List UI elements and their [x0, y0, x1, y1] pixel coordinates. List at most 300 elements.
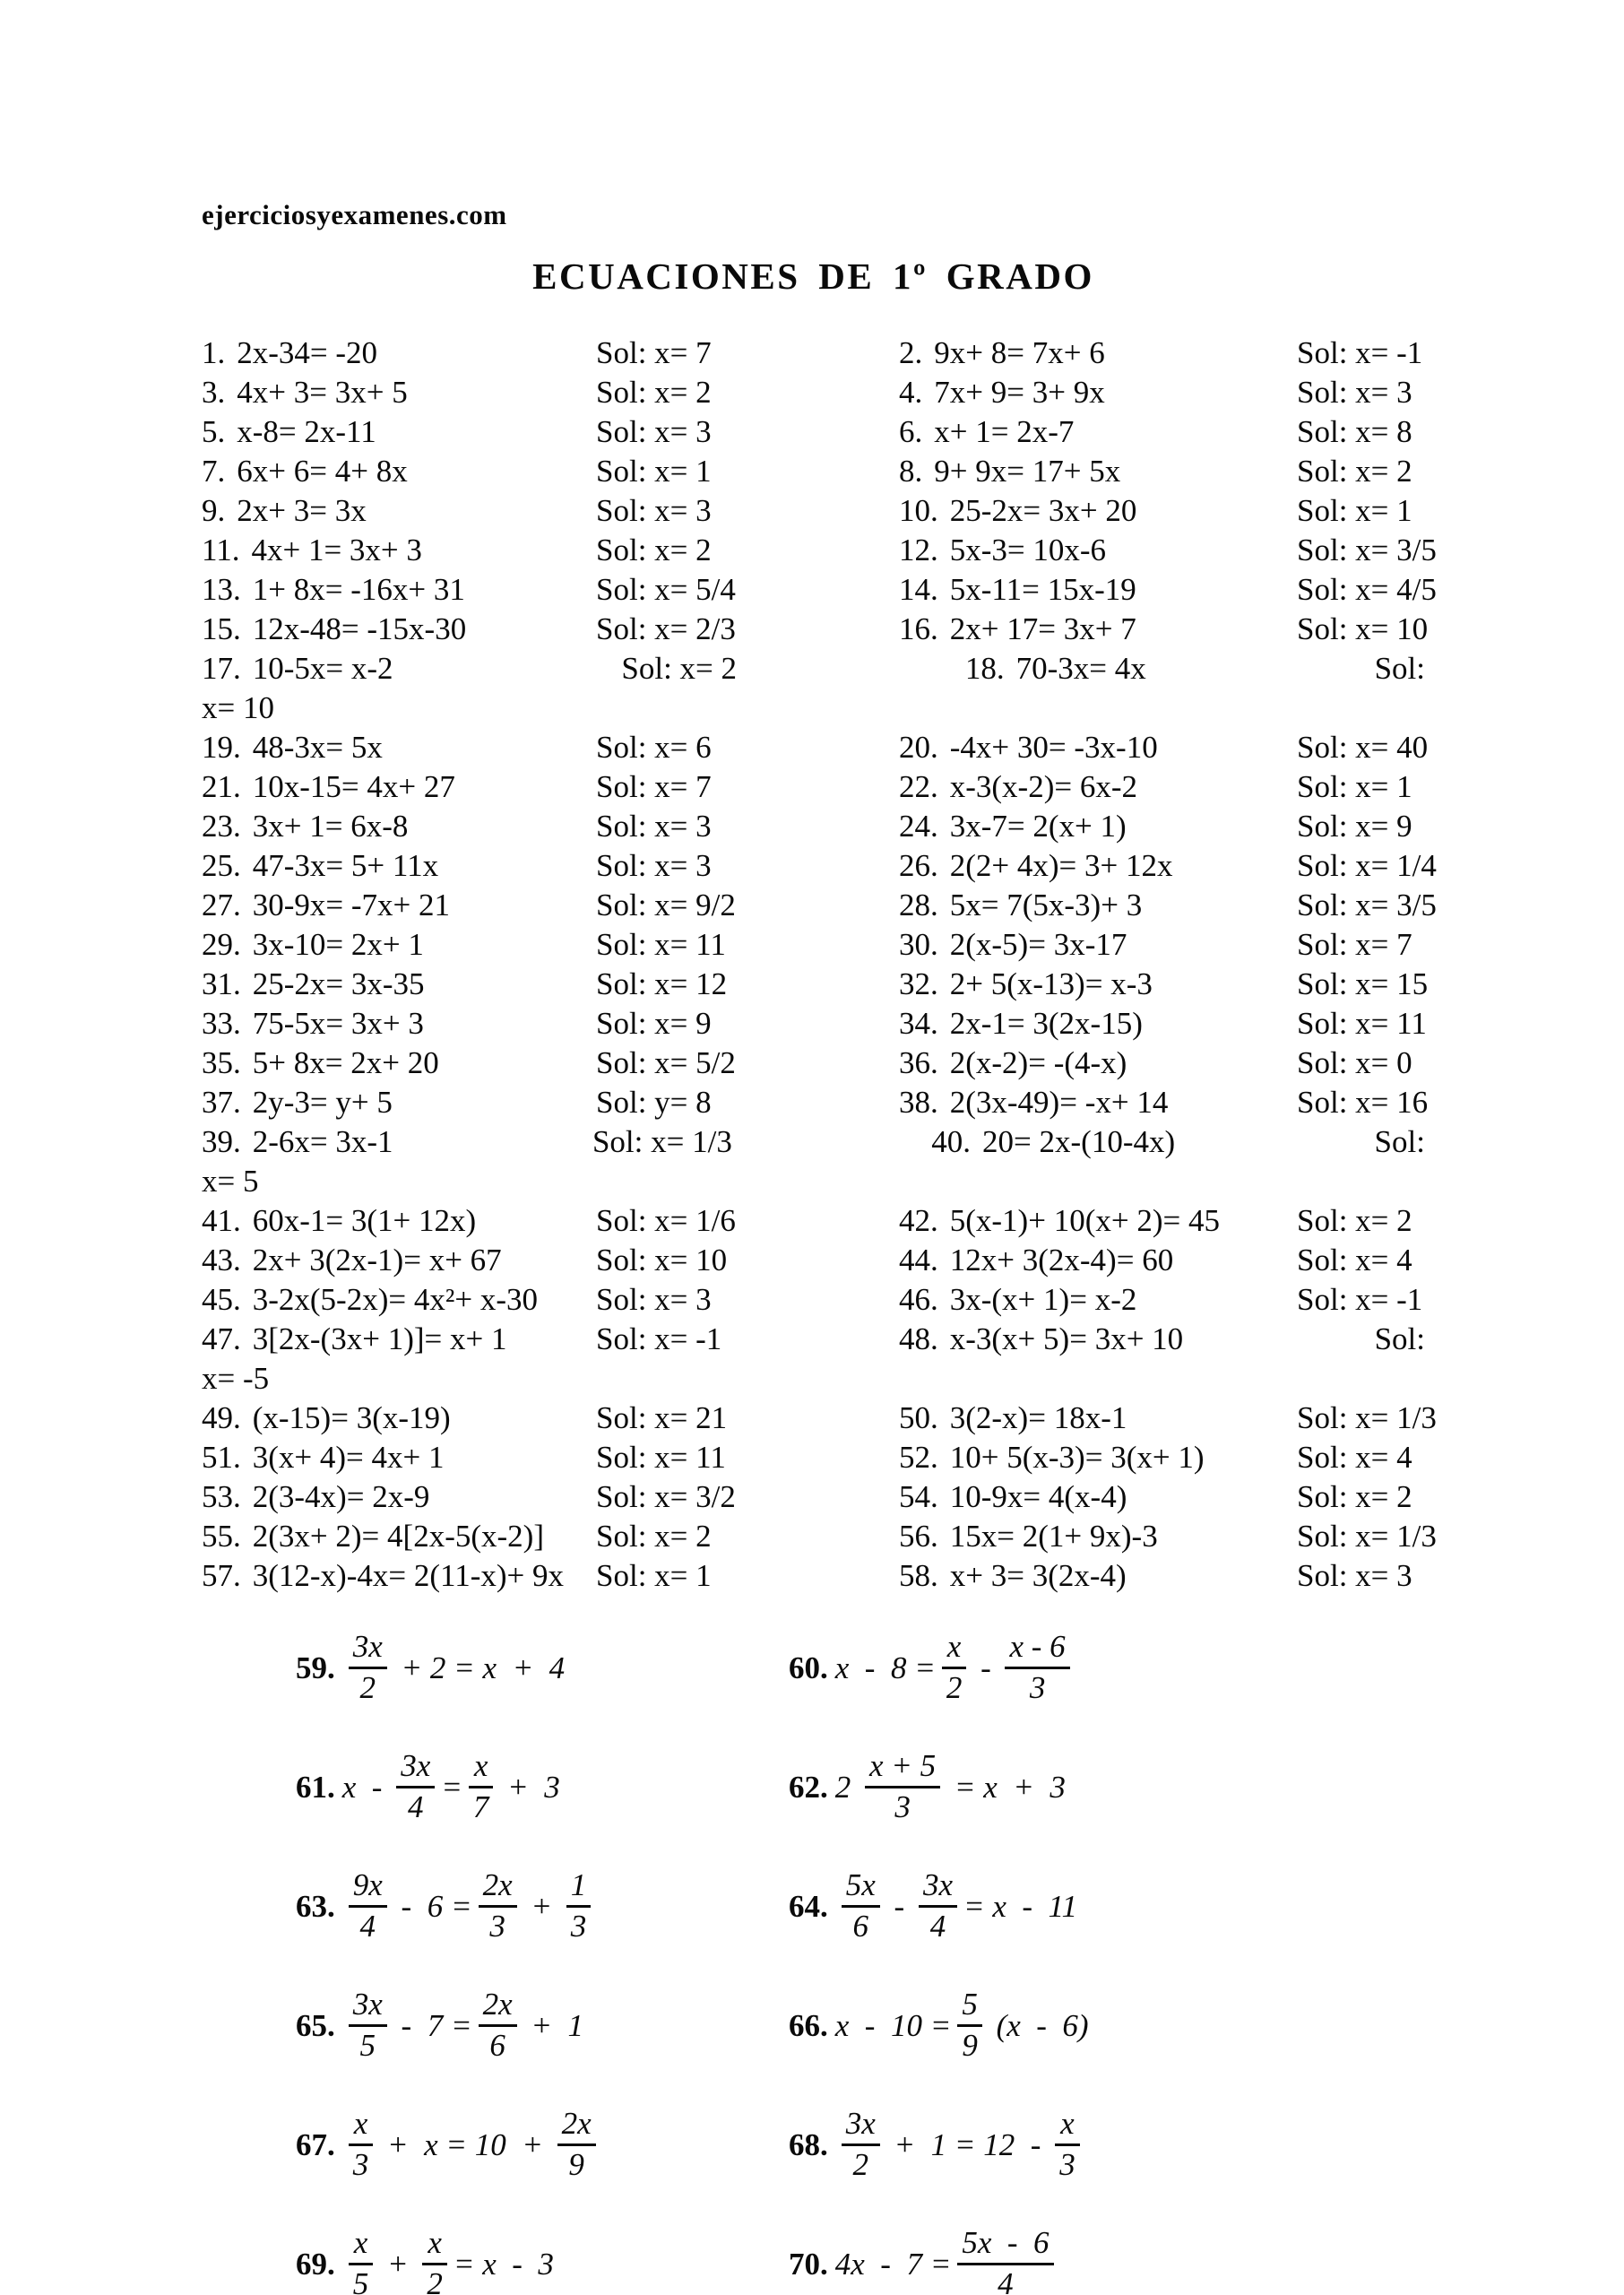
- exercise-solution: Sol: x= 4: [1297, 1440, 1412, 1475]
- fraction-denominator: 5: [349, 2263, 374, 2295]
- fraction-denominator: 3: [865, 1786, 940, 1824]
- exercise-equation: 25-2x= 3x-35: [252, 966, 425, 1001]
- exercise-equation: 2(x-5)= 3x-17: [949, 927, 1127, 962]
- exercise-solution: Sol: x= 8: [1297, 414, 1412, 449]
- fraction-exercise-row: [202, 1966, 1425, 2085]
- exercise-number: 51.: [202, 1440, 241, 1475]
- exercise-equation-cell: [202, 1044, 596, 1083]
- exercise-equation-cell: [931, 1122, 1175, 1162]
- exercise-solution: Sol: x= 1: [1297, 493, 1412, 528]
- exercise-equation-cell: [899, 1083, 1297, 1122]
- fraction: [865, 1750, 940, 1824]
- exercise-equation-cell: [899, 491, 1297, 531]
- fraction-numerator: 5: [962, 1987, 978, 2022]
- exercise-equation: 1+ 8x= -16x+ 31: [252, 572, 465, 607]
- exercise-number: 56.: [899, 1519, 938, 1554]
- exercise-equation: 3[2x-(3x+ 1)]= x+ 1: [252, 1321, 507, 1356]
- exercise-solution: Sol: x= 3: [1297, 375, 1412, 410]
- exercise-equation-cell: [202, 1320, 596, 1359]
- exercise-number: 48.: [899, 1321, 938, 1356]
- exercise-equation-cell: [899, 965, 1297, 1004]
- fraction: [957, 1988, 982, 2063]
- exercise-solution: Sol: x= 7: [596, 335, 712, 370]
- exercise-number: 33.: [202, 1006, 241, 1041]
- exercise-number: 47.: [202, 1321, 241, 1356]
- exercise-equation: 2(2+ 4x)= 3+ 12x: [949, 848, 1173, 883]
- exercise-equation-cell: [899, 1320, 1297, 1359]
- exercise-number: 38.: [899, 1085, 938, 1120]
- exercise-equation: 3x-(x+ 1)= x-2: [949, 1282, 1137, 1317]
- equation-text: 2: [834, 1769, 859, 1805]
- fraction-denominator: 5: [349, 2024, 387, 2063]
- exercise-equation: 5x-3= 10x-6: [949, 533, 1107, 567]
- exercise-equation: 20= 2x-(10-4x): [982, 1124, 1176, 1159]
- exercise-number: 40.: [931, 1124, 972, 1159]
- exercise-equation: 4x+ 3= 3x+ 5: [237, 375, 408, 410]
- fraction: [349, 2108, 374, 2182]
- exercise-equation: 75-5x= 3x+ 3: [252, 1006, 424, 1041]
- exercise-equation-cell: [202, 1438, 596, 1477]
- fraction: [1005, 1631, 1069, 1705]
- fraction: [479, 1988, 517, 2063]
- exercise-number: 5.: [202, 414, 226, 449]
- exercise-row: [202, 1280, 1425, 1320]
- exercise-number: 4.: [899, 375, 923, 410]
- exercise-solution: Sol: x= 2/3: [596, 611, 736, 646]
- exercise-equation: 15x= 2(1+ 9x)-3: [949, 1519, 1158, 1554]
- fraction-exercise-row: [202, 2085, 1425, 2204]
- exercise-solution: Sol: x= 3/5: [1297, 888, 1437, 922]
- exercise-solution: Sol: x= 12: [596, 966, 728, 1001]
- exercise-solution: Sol: x= 2: [596, 1519, 712, 1554]
- exercise-equation: 25-2x= 3x+ 20: [949, 493, 1137, 528]
- exercise-solution: Sol: x= 7: [1297, 927, 1412, 962]
- equation-text: x - 8 =: [834, 1650, 936, 1685]
- exercise-equation: 5x-11= 15x-19: [949, 572, 1136, 607]
- exercise-solution: Sol: x= 40: [1297, 730, 1429, 765]
- fraction: [479, 1869, 517, 1944]
- fraction: [349, 2227, 374, 2295]
- equation-text: -: [885, 1888, 912, 1924]
- equation-text: 4x - 7 =: [834, 2246, 952, 2282]
- fraction-numerator: 3x: [352, 1987, 383, 2022]
- exercise-number: 15.: [202, 611, 241, 646]
- fraction: [422, 2227, 447, 2295]
- exercise-row: [202, 1517, 1437, 1556]
- exercise-solution: Sol: x= 1/6: [596, 1203, 736, 1238]
- exercise-equation: 3x-7= 2(x+ 1): [949, 809, 1127, 844]
- fraction-exercise: [789, 2108, 1425, 2182]
- exercise-equation: 2+ 5(x-13)= x-3: [949, 966, 1153, 1001]
- exercise-solution: Sol: x= 2: [1297, 454, 1412, 489]
- exercise-equation-cell: [899, 1201, 1297, 1241]
- exercise-equation: 10-5x= x-2: [252, 651, 393, 686]
- fraction-denominator: 9: [557, 2143, 596, 2182]
- exercise-solution: Sol: x= 1/3: [1297, 1519, 1437, 1554]
- equation-text: +: [379, 2246, 417, 2282]
- exercise-row: [202, 452, 1425, 491]
- equation-text: -: [972, 1650, 999, 1685]
- fraction-exercise-row: [202, 2204, 1425, 2295]
- exercise-equation: 3(12-x)-4x= 2(11-x)+ 9x: [252, 1558, 565, 1593]
- exercise-equation-cell: [899, 1004, 1297, 1044]
- exercise-equation-cell: [202, 1280, 596, 1320]
- exercise-equation: 3(x+ 4)= 4x+ 1: [252, 1440, 445, 1475]
- exercise-solution: Sol: x= 4/5: [1297, 572, 1437, 607]
- exercise-equation: 9+ 9x= 17+ 5x: [934, 454, 1121, 489]
- exercise-number: 49.: [202, 1400, 241, 1435]
- exercise-equation-cell: [202, 1556, 596, 1596]
- exercise-solution: Sol: x= 3/2: [596, 1479, 736, 1514]
- exercise-equation: 2x-34= -20: [237, 335, 378, 370]
- exercise-equation: 10x-15= 4x+ 27: [252, 769, 455, 804]
- exercise-number: 23.: [202, 809, 241, 844]
- exercise-solution: Sol: x= 1: [596, 454, 712, 489]
- fraction-exercise-list: [202, 1608, 1425, 2295]
- exercise-equation-cell: [202, 886, 596, 925]
- fraction: [942, 1631, 967, 1705]
- exercise-equation: 12x-48= -15x-30: [252, 611, 467, 646]
- exercise-equation-cell: [202, 807, 596, 846]
- exercise-number: 22.: [899, 769, 938, 804]
- exercise-solution: Sol: x= 3: [596, 848, 712, 883]
- equation-text: + 1 = 12 -: [885, 2126, 1050, 2162]
- fraction-numerator: 1: [570, 1867, 587, 1903]
- exercise-equation-cell: [202, 333, 596, 373]
- exercise-equation-cell: [899, 1477, 1297, 1517]
- exercise-row: [202, 649, 1425, 688]
- exercise-equation: x+ 1= 2x-7: [934, 414, 1075, 449]
- exercise-number: 35.: [202, 1045, 241, 1080]
- fraction-numerator: x: [946, 1629, 962, 1665]
- exercise-solution: Sol:: [1374, 1124, 1425, 1159]
- exercise-number: 68.: [789, 2126, 828, 2162]
- exercise-number: 37.: [202, 1085, 241, 1120]
- exercise-equation-cell: [202, 1517, 596, 1556]
- exercise-equation: 9x+ 8= 7x+ 6: [934, 335, 1105, 370]
- exercise-solution: Sol: x= 3: [596, 414, 712, 449]
- exercise-equation-cell: [202, 452, 596, 491]
- exercise-solution: Sol: x= 3: [596, 493, 712, 528]
- exercise-equation-cell: [202, 531, 596, 570]
- exercise-row: [202, 846, 1437, 886]
- exercise-solution: Sol: x= 9/2: [596, 888, 736, 922]
- exercise-equation-cell: [899, 767, 1297, 807]
- fraction-exercise-row: [202, 1847, 1425, 1966]
- exercise-number: 59.: [296, 1650, 335, 1685]
- exercise-solution: Sol: x= 11: [596, 927, 726, 962]
- exercise-number: 26.: [899, 848, 938, 883]
- exercise-number: 53.: [202, 1479, 241, 1514]
- fraction-exercise: [296, 2227, 789, 2295]
- exercise-solution: Sol: x= -1: [1297, 1282, 1423, 1317]
- fraction-exercise: [789, 2227, 1425, 2295]
- exercise-row: [202, 333, 1425, 373]
- exercise-row: [202, 570, 1437, 610]
- exercise-equation: 4x+ 1= 3x+ 3: [251, 533, 422, 567]
- site-header: ejerciciosyexamenes.com: [202, 199, 507, 230]
- exercise-equation: 2(3x+ 2)= 4[2x-5(x-2)]: [252, 1519, 544, 1554]
- exercise-equation-cell: [202, 767, 596, 807]
- exercise-row: [202, 610, 1429, 649]
- exercise-equation-cell: [202, 1201, 596, 1241]
- exercise-solution: Sol: x= -1: [596, 1321, 722, 1356]
- exercise-row: [202, 767, 1425, 807]
- fraction-denominator: 6: [842, 1905, 880, 1944]
- exercise-number: 8.: [899, 454, 923, 489]
- equation-text: x -: [341, 1769, 391, 1805]
- exercise-equation: 10+ 5(x-3)= 3(x+ 1): [949, 1440, 1205, 1475]
- exercise-solution: Sol: x= 1/3: [592, 1124, 732, 1159]
- exercise-equation-cell: [899, 925, 1297, 965]
- exercise-solution: Sol: x= 16: [1297, 1085, 1429, 1120]
- exercise-number: 12.: [899, 533, 938, 567]
- exercise-number: 21.: [202, 769, 241, 804]
- fraction-numerator: x + 5: [869, 1748, 937, 1784]
- exercise-row: [202, 1241, 1425, 1280]
- equation-text: + x = 10 +: [379, 2126, 551, 2162]
- fraction: [557, 2108, 596, 2182]
- exercise-row: [202, 925, 1425, 965]
- exercise-solution: Sol: x= 21: [596, 1400, 728, 1435]
- exercise-number: 16.: [899, 611, 938, 646]
- fraction-exercise: [789, 1988, 1425, 2063]
- exercise-solution: Sol: x= 7: [596, 769, 712, 804]
- exercise-equation-cell: [202, 1122, 393, 1162]
- exercise-solution: Sol: x= 6: [596, 730, 712, 765]
- exercise-number: 14.: [899, 572, 938, 607]
- fraction-denominator: 2: [349, 1667, 387, 1705]
- exercise-equation-cell: [202, 610, 596, 649]
- exercise-number: 52.: [899, 1440, 938, 1475]
- exercise-solution: Sol: x= 5/4: [596, 572, 736, 607]
- fraction: [1055, 2108, 1080, 2182]
- page-title: ECUACIONES DE 1º GRADO: [532, 255, 1094, 297]
- exercise-number: 61.: [296, 1769, 335, 1805]
- exercise-number: 11.: [202, 533, 240, 567]
- exercise-equation-cell: [899, 1044, 1297, 1083]
- fraction-denominator: 4: [349, 1905, 387, 1944]
- exercise-equation: 48-3x= 5x: [252, 730, 383, 765]
- exercise-number: 50.: [899, 1400, 938, 1435]
- fraction-denominator: 4: [396, 1786, 435, 1824]
- exercise-number: 63.: [296, 1888, 335, 1924]
- exercise-number: 42.: [899, 1203, 938, 1238]
- exercise-solution: Sol: x= 9: [1297, 809, 1412, 844]
- exercise-equation-cell: [202, 1241, 596, 1280]
- exercise-equation-cell: [899, 1399, 1297, 1438]
- exercise-solution: Sol: x= -1: [1297, 335, 1423, 370]
- fraction: [842, 1869, 880, 1944]
- exercise-number: 39.: [202, 1124, 241, 1159]
- fraction-denominator: 4: [957, 2263, 1053, 2295]
- fraction-denominator: 3: [479, 1905, 517, 1944]
- exercise-number: 10.: [899, 493, 938, 528]
- fraction-numerator: 5x: [845, 1867, 876, 1903]
- fraction: [957, 2227, 1053, 2295]
- exercise-equation: x+ 3= 3(2x-4): [949, 1558, 1127, 1593]
- exercise-list: [202, 333, 1437, 1596]
- exercise-number: 62.: [789, 1769, 828, 1805]
- exercise-equation-cell: [202, 649, 393, 688]
- fraction-numerator: x: [353, 2225, 368, 2261]
- exercise-solution: Sol: x= 5/2: [596, 1045, 736, 1080]
- exercise-equation: 10-9x= 4(x-4): [949, 1479, 1127, 1514]
- exercise-row: [202, 1201, 1425, 1241]
- equation-text: x - 10 =: [834, 2007, 952, 2043]
- exercise-solution: Sol:: [1374, 1321, 1425, 1356]
- exercise-number: 54.: [899, 1479, 938, 1514]
- fraction-numerator: x: [473, 1748, 488, 1784]
- fraction: [349, 1631, 387, 1705]
- exercise-solution: Sol: x= 3: [596, 809, 712, 844]
- exercise-equation-cell: [899, 570, 1297, 610]
- exercise-equation-cell: [202, 412, 596, 452]
- exercise-solution: Sol: x= 10: [596, 1243, 728, 1277]
- exercise-equation-cell: [202, 846, 596, 886]
- exercise-solution: Sol: x= 1: [1297, 769, 1412, 804]
- exercise-row: [202, 728, 1429, 767]
- equation-text: (x - 6): [988, 2007, 1089, 2043]
- exercise-number: 24.: [899, 809, 938, 844]
- fraction-denominator: 3: [566, 1905, 592, 1944]
- exercise-equation-cell: [202, 491, 596, 531]
- exercise-number: 65.: [296, 2007, 335, 2043]
- exercise-equation: 3-2x(5-2x)= 4x²+ x-30: [252, 1282, 538, 1317]
- exercise-number: 70.: [789, 2246, 828, 2282]
- exercise-equation-cell: [202, 1004, 596, 1044]
- exercise-number: 6.: [899, 414, 923, 449]
- exercise-number: 3.: [202, 375, 226, 410]
- exercise-equation: 70-3x= 4x: [1015, 651, 1146, 686]
- exercise-equation-cell: [202, 728, 596, 767]
- exercise-solution: Sol: x= 15: [1297, 966, 1429, 1001]
- exercise-number: 66.: [789, 2007, 828, 2043]
- exercise-number: 69.: [296, 2246, 335, 2282]
- exercise-row: [202, 1477, 1425, 1517]
- fraction-numerator: x: [353, 2106, 368, 2142]
- fraction-numerator: x - 6: [1009, 1629, 1066, 1665]
- fraction: [566, 1869, 592, 1944]
- exercise-equation: (x-15)= 3(x-19): [252, 1400, 451, 1435]
- exercise-equation: 6x+ 6= 4+ 8x: [237, 454, 408, 489]
- exercise-equation: 7x+ 9= 3+ 9x: [934, 375, 1105, 410]
- exercise-number: 32.: [899, 966, 938, 1001]
- exercise-equation: 47-3x= 5+ 11x: [252, 848, 439, 883]
- exercise-equation: 5+ 8x= 2x+ 20: [252, 1045, 439, 1080]
- exercise-solution: Sol: x= 1/4: [1297, 848, 1437, 883]
- exercise-equation: x-8= 2x-11: [237, 414, 376, 449]
- exercise-row: [202, 965, 1429, 1004]
- equation-text: - 6 =: [393, 1888, 472, 1924]
- exercise-equation: x-3(x-2)= 6x-2: [949, 769, 1138, 804]
- exercise-row: [202, 373, 1425, 412]
- exercise-number: 44.: [899, 1243, 938, 1277]
- exercise-equation: 2y-3= y+ 5: [252, 1085, 393, 1120]
- exercise-equation: x-3(x+ 5)= 3x+ 10: [949, 1321, 1184, 1356]
- exercise-number: 46.: [899, 1282, 938, 1317]
- exercise-equation: 2x+ 3= 3x: [237, 493, 367, 528]
- exercise-solution: Sol: x= 1/3: [1297, 1400, 1437, 1435]
- wrapped-solution-value: x= -5: [202, 1361, 270, 1396]
- exercise-equation-cell: [899, 728, 1297, 767]
- fraction-exercise: [789, 1631, 1425, 1705]
- exercise-row: [202, 1122, 1425, 1162]
- fraction-exercise: [296, 2108, 789, 2182]
- fraction-denominator: 7: [469, 1786, 494, 1824]
- exercise-equation-cell: [899, 412, 1297, 452]
- exercise-equation: 60x-1= 3(1+ 12x): [252, 1203, 477, 1238]
- exercise-number: 30.: [899, 927, 938, 962]
- exercise-equation-cell: [899, 452, 1297, 491]
- exercise-equation-cell: [899, 610, 1297, 649]
- exercise-number: 28.: [899, 888, 938, 922]
- fraction: [396, 1750, 435, 1824]
- exercise-row: [202, 412, 1425, 452]
- exercise-number: 45.: [202, 1282, 241, 1317]
- exercise-solution: Sol: x= 3/5: [1297, 533, 1437, 567]
- exercise-equation: 2-6x= 3x-1: [252, 1124, 393, 1159]
- exercise-equation-cell: [899, 1241, 1297, 1280]
- fraction-denominator: 6: [479, 2024, 517, 2063]
- fraction-exercise: [296, 1869, 789, 1944]
- exercise-equation: 2(x-2)= -(4-x): [949, 1045, 1127, 1080]
- exercise-equation: 30-9x= -7x+ 21: [252, 888, 451, 922]
- exercise-solution: Sol: x= 2: [596, 533, 712, 567]
- fraction-denominator: 4: [919, 1905, 957, 1944]
- wrapped-solution-value: x= 5: [202, 1164, 259, 1199]
- fraction-numerator: 2x: [482, 1867, 513, 1903]
- exercise-solution: Sol: y= 8: [596, 1085, 712, 1120]
- exercise-row: [202, 1399, 1437, 1438]
- equation-text: + 1: [523, 2007, 583, 2043]
- exercise-number: 43.: [202, 1243, 241, 1277]
- exercise-equation-cell: [899, 1556, 1297, 1596]
- exercise-solution: Sol: x= 2: [621, 651, 738, 686]
- exercise-number: 25.: [202, 848, 241, 883]
- fraction-denominator: 2: [842, 2143, 880, 2182]
- exercise-solution: Sol: x= 10: [1297, 611, 1429, 646]
- exercise-equation: 5x= 7(5x-3)+ 3: [949, 888, 1143, 922]
- fraction-numerator: x: [1060, 2106, 1075, 2142]
- fraction-numerator: 3x: [845, 2106, 876, 2142]
- exercise-equation: 12x+ 3(2x-4)= 60: [949, 1243, 1174, 1277]
- exercise-equation: 5(x-1)+ 10(x+ 2)= 45: [949, 1203, 1220, 1238]
- fraction-denominator: 3: [1005, 1667, 1069, 1705]
- exercise-equation: -4x+ 30= -3x-10: [949, 730, 1158, 765]
- equation-text: = x + 3: [946, 1769, 1066, 1805]
- exercise-solution: Sol: x= 11: [596, 1440, 726, 1475]
- exercise-equation-cell: [899, 333, 1297, 373]
- exercise-row: [202, 1438, 1425, 1477]
- exercise-number: 2.: [899, 335, 923, 370]
- exercise-number: 58.: [899, 1558, 938, 1593]
- fraction: [349, 1869, 387, 1944]
- exercise-row: [202, 1083, 1429, 1122]
- exercise-equation: 2x-1= 3(2x-15): [949, 1006, 1143, 1041]
- exercise-solution: Sol: x= 11: [1297, 1006, 1427, 1041]
- fraction-exercise: [296, 1631, 789, 1705]
- exercise-equation: 2(3-4x)= 2x-9: [252, 1479, 430, 1514]
- exercise-number: 57.: [202, 1558, 241, 1593]
- fraction-numerator: 2x: [482, 1987, 513, 2022]
- fraction-numerator: 3x: [352, 1629, 383, 1665]
- fraction: [469, 1750, 494, 1824]
- exercise-equation-cell: [202, 1399, 596, 1438]
- fraction-exercise: [789, 1869, 1425, 1944]
- equation-text: + 3: [499, 1769, 560, 1805]
- equation-text: + 2 = x + 4: [393, 1650, 566, 1685]
